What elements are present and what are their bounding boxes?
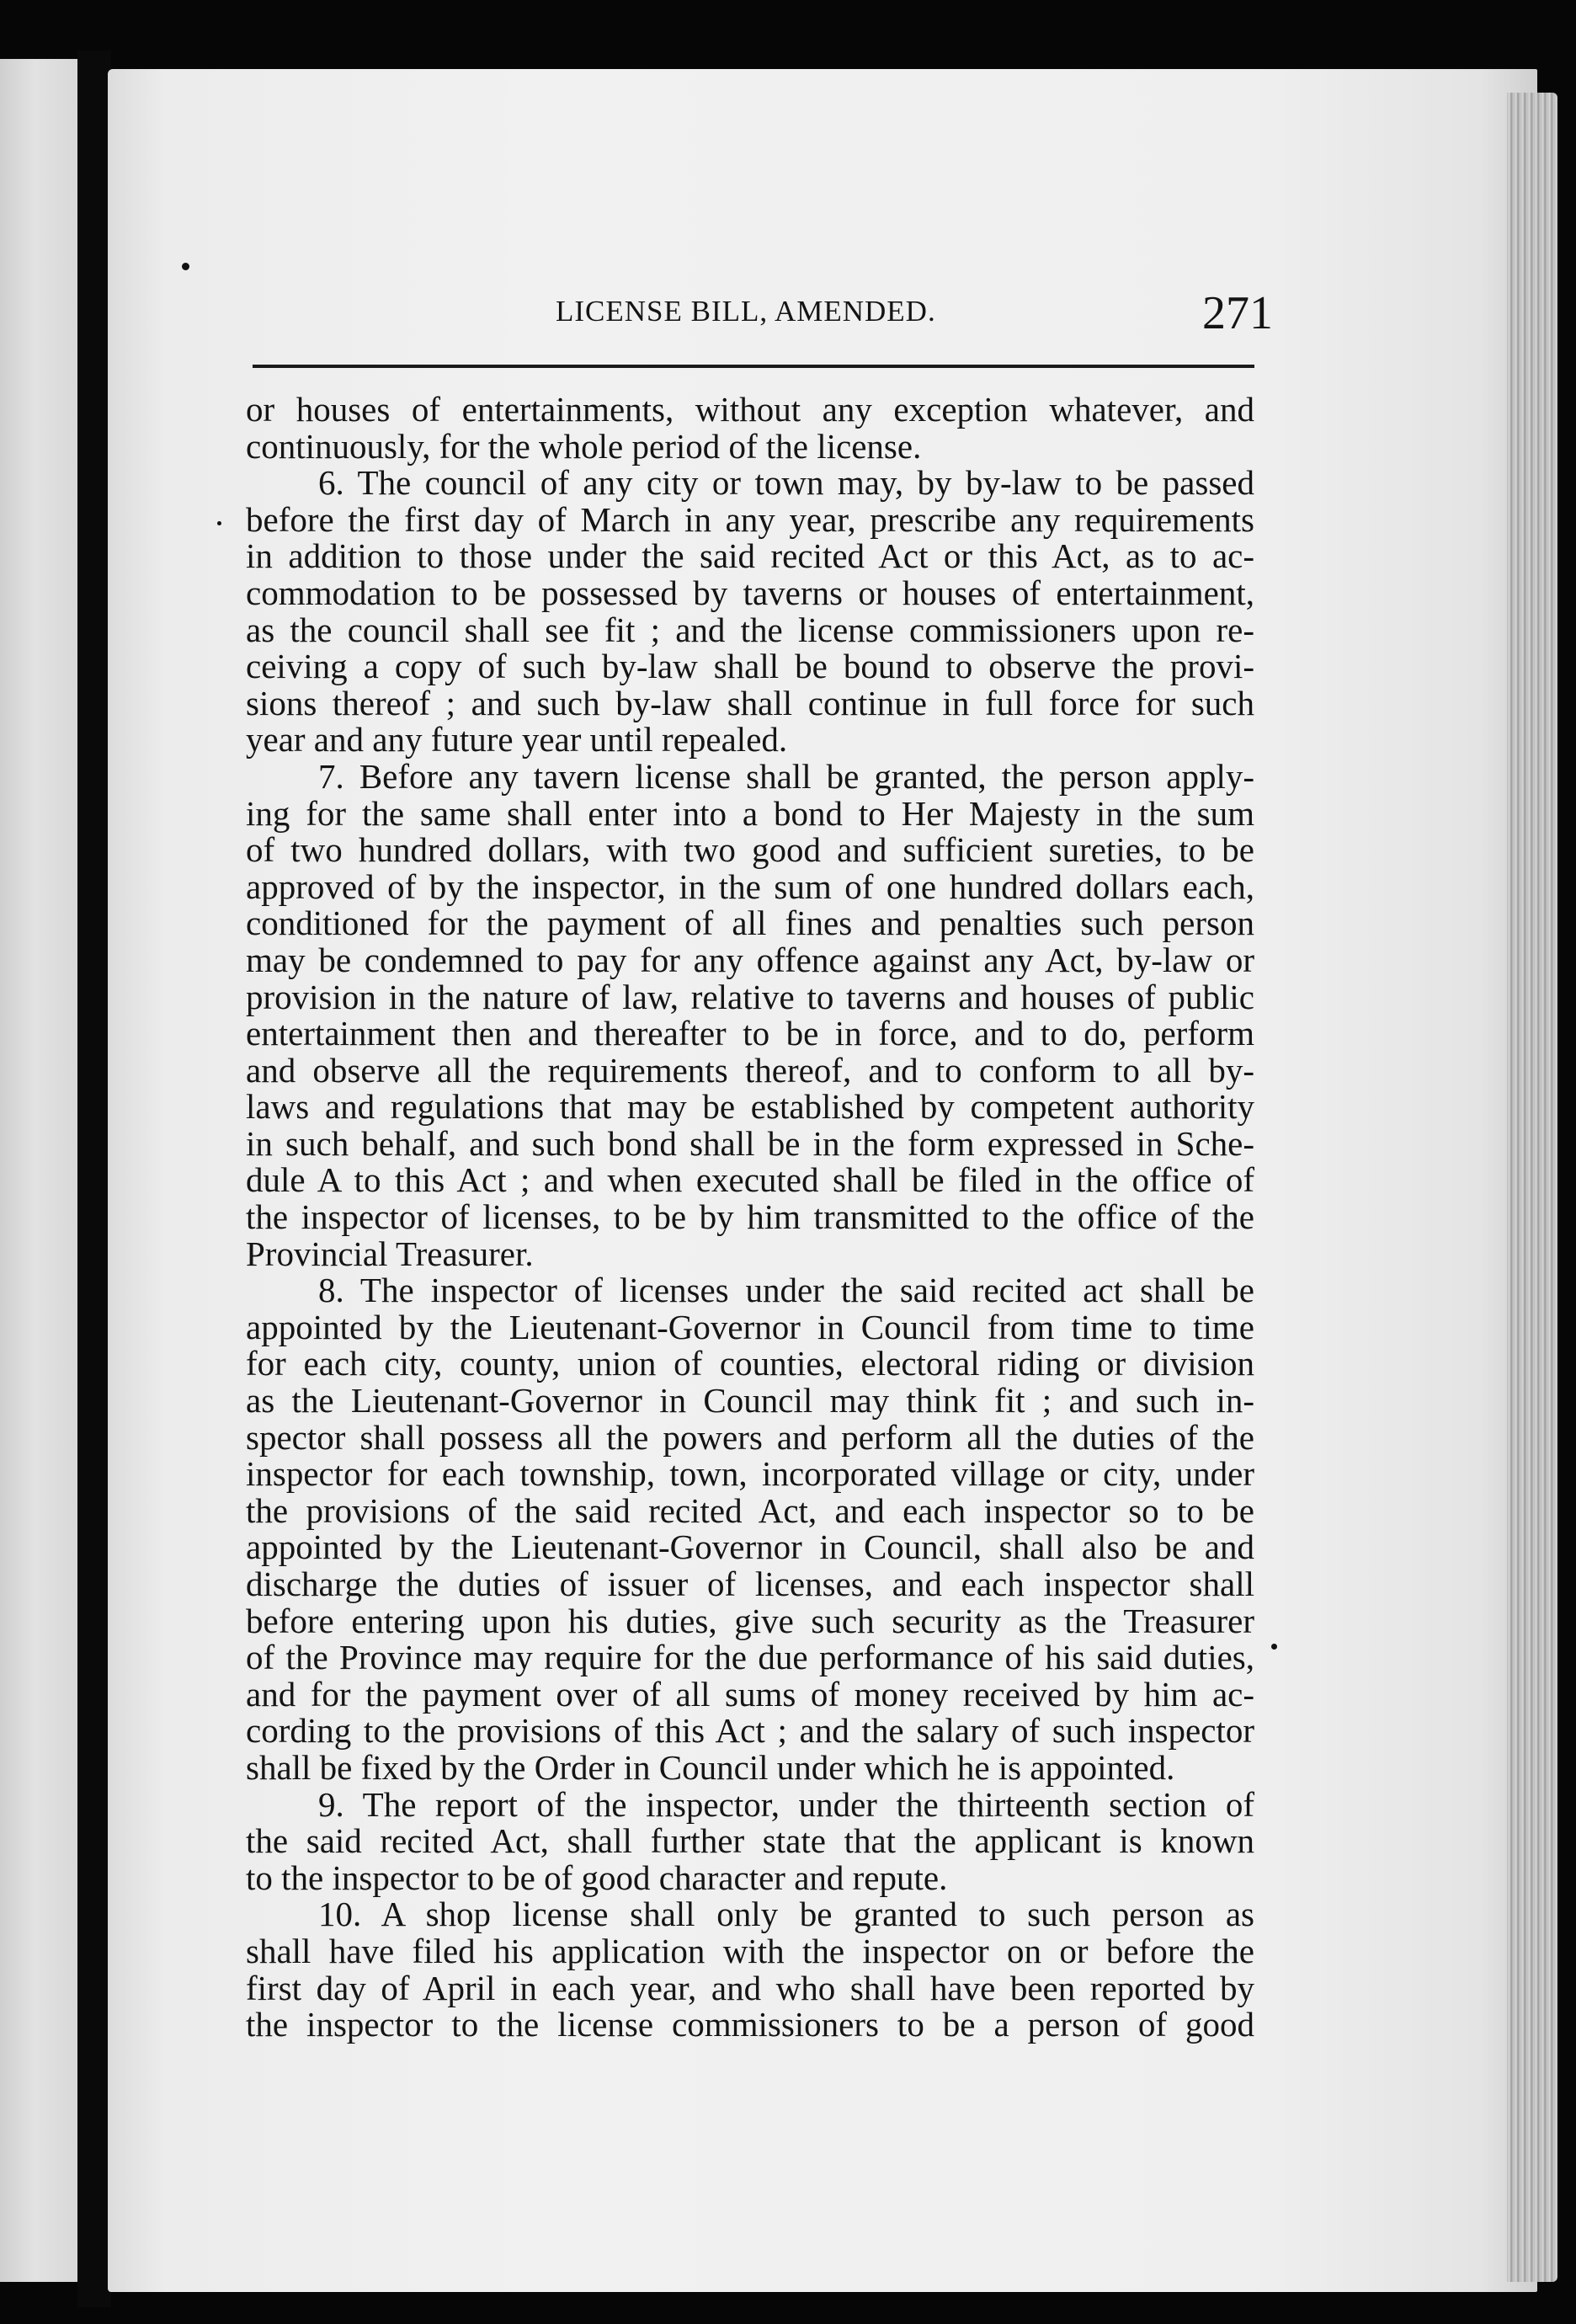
text-line: of the Province may require for the due performance of his said duties,: [246, 1638, 1254, 1677]
text-line: may be condemned to pay for any offence against any Act, by-law or: [246, 940, 1254, 979]
text-line: ing for the same shall enter into a bond to Her Majesty in the sum: [246, 793, 1254, 833]
text-line: as the Lieutenant-Governor in Council may think fit ; and such in-: [246, 1381, 1254, 1421]
text-line: before the first day of March in any year, prescribe any requirements: [246, 499, 1254, 539]
page-number: 271: [1202, 287, 1273, 339]
body-text: [246, 392, 1254, 2044]
text-line: sions thereof ; and such by-law shall continue in full force for such: [246, 683, 1254, 722]
text-line: Provincial Treasurer.: [246, 1234, 534, 1273]
text-line: and observe all the requirements thereof, and to conform to all by-: [246, 1050, 1254, 1090]
text-line: first day of April in each year, and who shall have been reported by: [246, 1968, 1254, 2007]
text-line: as the council shall see fit ; and the license commissioners upon re-: [246, 610, 1254, 649]
paragraph-9-first-line: 9. The report of the inspector, under the thirteenth section of: [318, 1784, 1254, 1824]
scan-speck: [1271, 1644, 1277, 1650]
text-line: appointed by the Lieutenant-Governor in Council from time to time: [246, 1307, 1254, 1346]
text-line: of two hundred dollars, with two good and sufficient sureties, to be: [246, 830, 1254, 870]
running-head: LICENSE BILL, AMENDED.: [556, 295, 936, 328]
text-line: or houses of entertainments, without any exception whatever, and: [246, 390, 1254, 429]
text-line: and for the payment over of all sums of money received by him ac-: [246, 1674, 1254, 1714]
text-line: laws and regulations that may be established by competent authority: [246, 1087, 1254, 1127]
paragraph-8-first-line: 8. The inspector of licenses under the said recited act shall be: [318, 1271, 1254, 1310]
text-line: for each city, county, union of counties, electoral riding or division: [246, 1344, 1254, 1383]
paragraph-10-first-line: 10. A shop license shall only be granted to such person as: [318, 1895, 1254, 1934]
text-line: shall have filed his application with the inspector on or before the: [246, 1931, 1254, 1970]
book-gutter: [77, 51, 111, 2307]
text-line: in addition to those under the said recited Act or this Act, as to ac-: [246, 536, 1254, 576]
facing-page-edge: [0, 59, 77, 2282]
scan-speck: [217, 521, 221, 525]
text-line: to the inspector to be of good character and repute.: [246, 1858, 948, 1897]
text-line: cording to the provisions of this Act ; and the salary of such inspector: [246, 1711, 1254, 1751]
paragraph-7-first-line: 7. Before any tavern license shall be granted, the person apply-: [318, 756, 1254, 796]
text-line: before entering upon his duties, give such security as the Treasurer: [246, 1601, 1254, 1640]
text-line: ceiving a copy of such by-law shall be bound to observe the provi-: [246, 647, 1254, 686]
text-line: approved of by the inspector, in the sum of one hundred dollars each,: [246, 866, 1254, 906]
text-line: inspector for each township, town, incorporated village or city, under: [246, 1454, 1254, 1494]
text-line: the inspector of licenses, to be by him transmitted to the office of the: [246, 1197, 1254, 1237]
text-line: discharge the duties of issuer of licenses, and each inspector shall: [246, 1564, 1254, 1603]
text-line: in such behalf, and such bond shall be in the form expressed in Sche-: [246, 1123, 1254, 1163]
text-line: commodation to be possessed by taverns or houses of entertainment,: [246, 573, 1254, 612]
page-stack-edge: [1507, 93, 1557, 2282]
text-line: conditioned for the payment of all fines and penalties such person: [246, 903, 1254, 943]
text-line: spector shall possess all the powers and perform all the duties of the: [246, 1417, 1254, 1457]
text-line: entertainment then and thereafter to be in force, and to do, perform: [246, 1014, 1254, 1053]
text-line: the said recited Act, shall further state that the applicant is known: [246, 1821, 1254, 1861]
text-line: year and any future year until repealed.: [246, 720, 788, 760]
text-line: provision in the nature of law, relative to taverns and houses of public: [246, 977, 1254, 1016]
text-line: shall be fixed by the Order in Council under which he is appointed.: [246, 1747, 1175, 1787]
paragraph-6-first-line: 6. The council of any city or town may, by by-law to be passed: [318, 463, 1254, 503]
text-line: the inspector to the license commissioners to be a person of good: [246, 2005, 1254, 2044]
text-line: appointed by the Lieutenant-Governor in Council, shall also be and: [246, 1527, 1254, 1567]
text-line: dule A to this Act ; and when executed shall be filed in the office of: [246, 1160, 1254, 1200]
header-rule: [253, 365, 1254, 368]
text-line: continuously, for the whole period of the license.: [246, 426, 922, 466]
text-line: the provisions of the said recited Act, and each inspector so to be: [246, 1490, 1254, 1530]
scan-speck: [182, 263, 189, 270]
